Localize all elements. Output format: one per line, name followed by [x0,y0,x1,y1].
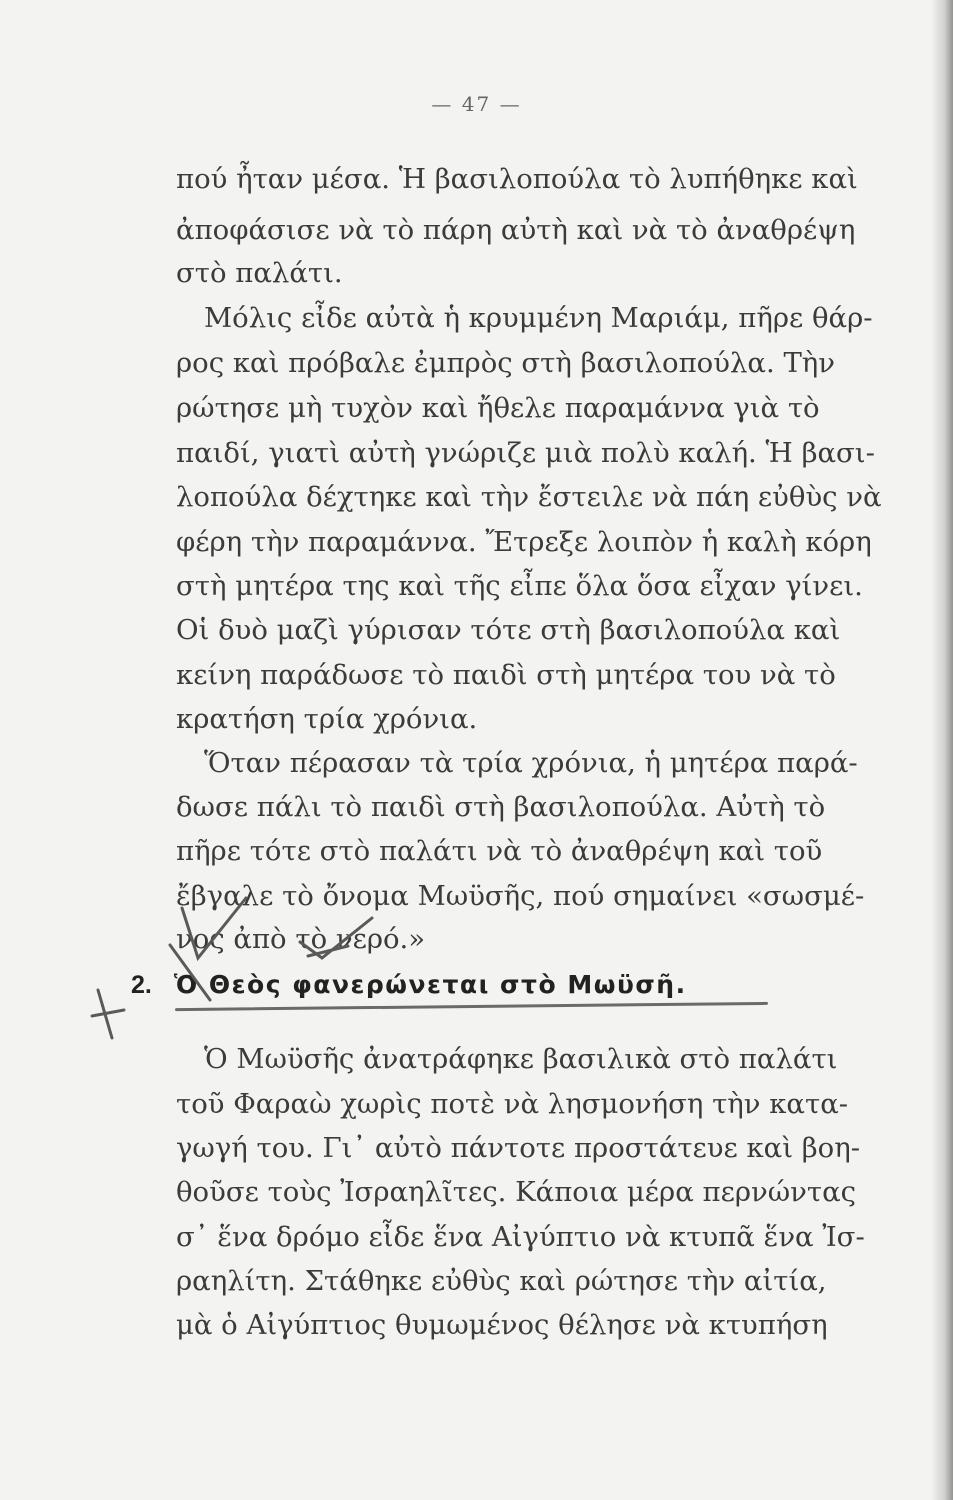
text-line: πού ἦταν μέσα. Ἡ βασιλοπούλα τὸ λυπήθηκε καὶ [176,163,858,195]
text-line: Ὅταν πέρασαν τὰ τρία χρόνια, ἡ μητέρα παρά- [204,747,858,779]
text-line: κρατήση τρία χρόνια. [176,703,478,735]
text-line: θοῦσε τοὺς Ἰσραηλῖτες. Κάποια μέρα περνώντας [176,1176,857,1208]
text-line: τοῦ Φαραὼ χωρὶς ποτὲ νὰ λησμονήση τὴν κατα- [176,1088,849,1120]
text-line: δωσε πάλι τὸ παιδὶ στὴ βασιλοπούλα. Αὐτὴ τὸ [176,791,826,823]
text-line: γωγή του. Γι᾿ αὐτὸ πάντοτε προστάτευε καὶ βοη- [176,1132,860,1164]
text-line: κείνη παράδωσε τὸ παιδὶ στὴ μητέρα του νὰ τὸ [176,659,836,691]
text-line: φέρη τὴν παραμάννα. Ἔτρεξε λοιπὸν ἡ καλὴ κόρη [176,526,872,558]
text-line: Μόλις εἶδε αὐτὰ ἡ κρυμμένη Μαριάμ, πῆρε θάρ- [204,302,873,334]
text-line: Ὁ Μωϋσῆς ἀνατράφηκε βασιλικὰ στὸ παλάτι [204,1043,838,1075]
text-line: λοπούλα δέχτηκε καὶ τὴν ἔστειλε νὰ πάη εὐθὺς νὰ [176,481,882,513]
text-line: παιδί, γιατὶ αὐτὴ γνώριζε μιὰ πολὺ καλή. Ἡ βασι- [176,437,875,469]
cross-mark-icon [170,945,210,1000]
section-number: 2. [131,971,152,999]
text-line: ἔβγαλε τὸ ὄνομα Μωϋσῆς, πού σημαίνει «σωσμέ- [176,880,865,912]
text-line: ἀποφάσισε νὰ τὸ πάρη αὐτὴ καὶ νὰ τὸ ἀναθρέψη [176,214,856,246]
section-title: Ὁ Θεὸς φανερώνεται στὸ Μωϋσῆ. [173,970,687,999]
text-line: στὸ παλάτι. [176,257,343,289]
text-line: νος ἀπὸ τὸ νερό.» [176,923,426,955]
text-line: ρος καὶ πρόβαλε ἐμπρὸς στὴ βασιλοπούλα. Τὴν [176,347,835,379]
text-line: στὴ μητέρα της καὶ τῆς εἶπε ὅλα ὅσα εἶχαν γίνει. [176,570,863,602]
text-line: ρώτησε μὴ τυχὸν καὶ ἤθελε παραμάννα γιὰ τὸ [176,392,820,424]
text-line: Οἱ δυὸ μαζὶ γύρισαν τότε στὴ βασιλοπούλα καὶ [176,614,841,646]
text-line: σ᾿ ἕνα δρόμο εἶδε ἕνα Αἰγύπτιο νὰ κτυπᾶ ἕνα Ἰσ- [176,1221,865,1253]
check-mark-icon [300,918,372,958]
check-mark-icon [182,898,246,958]
text-line: πῆρε τότε στὸ παλάτι νὰ τὸ ἀναθρέψη καὶ τοῦ [176,835,823,867]
page-number: — 47 — [431,92,522,116]
text-line: ραηλίτη. Στάθηκε εὐθὺς καὶ ρώτησε τὴν αἰτία, [176,1265,827,1297]
text-line: μὰ ὁ Αἰγύπτιος θυμωμένος θέλησε νὰ κτυπήση [176,1309,828,1341]
